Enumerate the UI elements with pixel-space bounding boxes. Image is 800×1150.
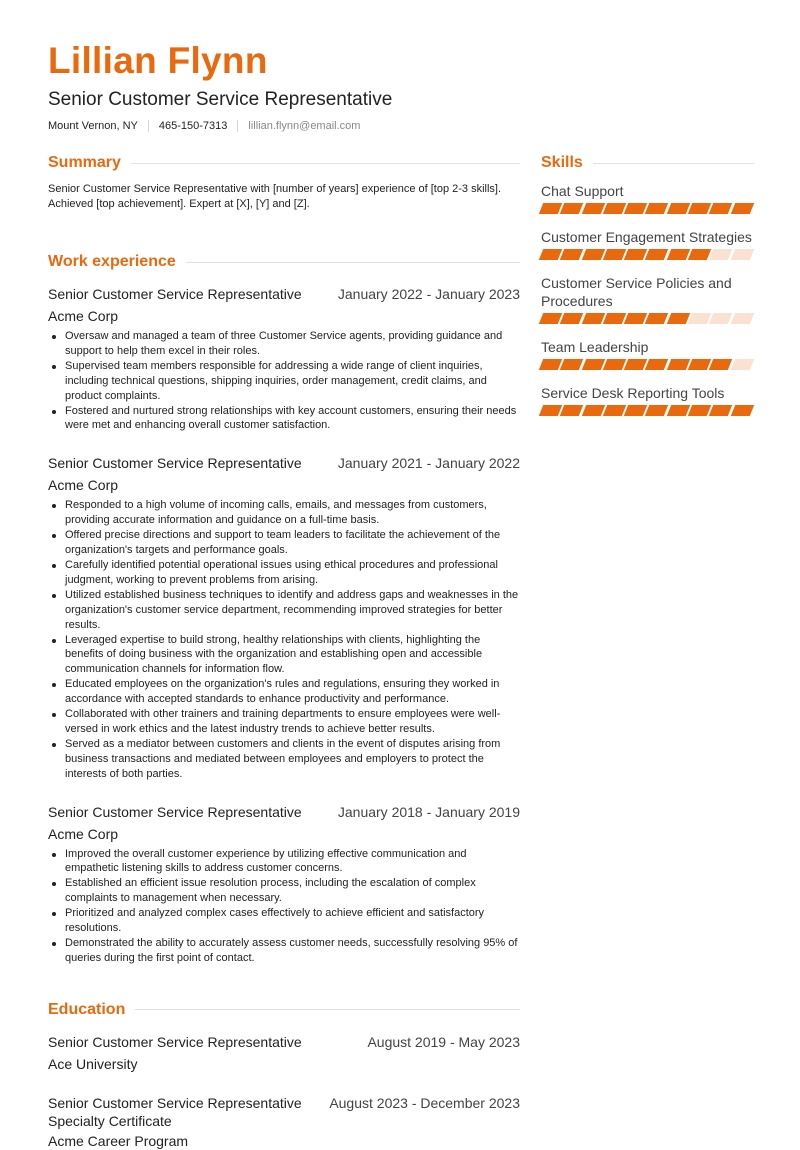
skill-segment-filled (624, 249, 647, 260)
job-entry (48, 285, 520, 433)
skill-level-bar (541, 313, 754, 324)
skill-segment-filled (667, 405, 690, 416)
bullet-item: Prioritized and analyzed complex cases effectively to achieve efficient and satisfactory resolutions. (48, 906, 520, 936)
skill-segment-filled (624, 405, 647, 416)
skill-segment-filled (624, 313, 647, 324)
bullet-item: Responded to a high volume of incoming calls, emails, and messages from customers, providing accurate information and guidance on a full-time basis. (48, 498, 520, 528)
skill-item (541, 228, 754, 260)
bullet-item: Offered precise directions and support to team leaders to facilitate the achievement of the organization's targets and performance goals. (48, 528, 520, 558)
summary-heading-row (48, 150, 520, 176)
bullet-item: Oversaw and managed a team of three Customer Service agents, providing guidance and support to help them excel in their roles. (48, 329, 520, 359)
skill-segment-empty (730, 249, 753, 260)
job-header (48, 285, 520, 303)
main-column (48, 150, 520, 1150)
skill-segment-filled (560, 359, 583, 370)
skill-segment-filled (581, 405, 604, 416)
contact-location: Mount Vernon, NY (48, 120, 138, 132)
bullet-item: Collaborated with other trainers and training departments to ensure employees were well-versed in work ethics and the latest industry trends to achieve better results. (48, 707, 520, 737)
skill-segment-filled (581, 249, 604, 260)
skill-segment-filled (709, 405, 732, 416)
skill-segment-filled (624, 359, 647, 370)
skill-segment-empty (709, 313, 732, 324)
bullet-item: Improved the overall customer experience by utilizing effective communication and empathetic listening skills to address customer concerns. (48, 847, 520, 877)
skill-segment-empty (730, 359, 753, 370)
skill-segment-filled (709, 203, 732, 214)
section-rule (135, 1009, 520, 1010)
skill-segment-filled (645, 405, 668, 416)
skill-name: Customer Engagement Strategies (541, 229, 752, 245)
job-header (48, 454, 520, 472)
skill-name: Team Leadership (541, 339, 649, 355)
job-dates: January 2022 - January 2023 (337, 286, 520, 302)
skill-segment-filled (581, 203, 604, 214)
skill-segment-filled (645, 359, 668, 370)
contact-phone[interactable]: 465-150-7313 (158, 120, 228, 132)
skill-segment-filled (645, 203, 668, 214)
skill-item (541, 338, 754, 370)
education-title: Senior Customer Service Representative (48, 1033, 302, 1050)
job-bullets (48, 847, 520, 966)
job-title: Senior Customer Service Representative (48, 455, 302, 472)
job-title: Senior Customer Service Representative (48, 286, 302, 302)
skill-segment-filled (560, 405, 583, 416)
education-school: Ace University (48, 1055, 138, 1072)
skill-segment-filled (539, 359, 562, 370)
skill-segment-filled (603, 313, 626, 324)
education-dates: August 2023 - December 2023 (329, 1094, 520, 1111)
skill-segment-filled (603, 405, 626, 416)
job-bullets (48, 498, 520, 781)
skill-item (541, 384, 754, 416)
summary-text: Senior Customer Service Representative with [number of years] experience of [top 2-3 skills]. Achieved [top achievement]. Expert at [X], [Y] and [Z]. (48, 183, 502, 210)
skill-level-bar (541, 359, 754, 370)
skill-segment-filled (667, 203, 690, 214)
job-title: Senior Customer Service Representative (48, 803, 302, 820)
skill-segment-filled (581, 359, 604, 370)
section-rule (186, 262, 520, 263)
skill-level-bar (541, 405, 754, 416)
education-entry (48, 1094, 520, 1150)
job-header (48, 803, 520, 821)
skill-segment-filled (560, 249, 583, 260)
skill-segment-filled (560, 313, 583, 324)
candidate-title: Senior Customer Service Representative (48, 89, 393, 110)
bullet-item: Supervised team members responsible for addressing a wide range of client inquiries, including technical questions, shipping inquiries, order management, credit claims, and product complaints. (48, 359, 520, 404)
skill-item (541, 182, 754, 214)
skill-segment-filled (539, 203, 562, 214)
job-company: Acme Corp (48, 308, 119, 324)
summary-heading: Summary (48, 154, 121, 171)
skill-segment-filled (688, 405, 711, 416)
skill-level-bar (541, 249, 754, 260)
skill-segment-filled (709, 359, 732, 370)
bullet-item: Utilized established business techniques to identify and address gaps and weaknesses in the organization's customer service department, recommending improved strategies for better results. (48, 588, 520, 633)
skill-segment-filled (688, 249, 711, 260)
skills-column (541, 150, 754, 430)
skill-segment-filled (667, 359, 690, 370)
skill-segment-filled (624, 203, 647, 214)
skill-name: Customer Service Policies and Procedures (541, 275, 732, 309)
skill-segment-filled (688, 203, 711, 214)
section-rule (593, 163, 754, 164)
bullet-item: Carefully identified potential operational issues using ethical procedures and professional judgment, working to prevent problems from arising. (48, 558, 520, 588)
education-dates: August 2019 - May 2023 (367, 1033, 520, 1050)
bullet-item: Demonstrated the ability to accurately assess customer needs, successfully resolving 95% of queries during the first point of contact. (48, 936, 520, 966)
education-heading-row (48, 997, 520, 1023)
contact-bar (48, 120, 360, 132)
job-entry (48, 803, 520, 966)
work-heading-row (48, 249, 520, 275)
skills-list (541, 182, 754, 416)
section-rule (131, 163, 520, 164)
contact-divider (148, 120, 149, 132)
skill-segment-filled (645, 313, 668, 324)
skill-segment-filled (730, 203, 753, 214)
skill-segment-filled (603, 359, 626, 370)
skill-segment-filled (603, 249, 626, 260)
skill-segment-empty (730, 313, 753, 324)
job-company: Acme Corp (48, 825, 119, 842)
skill-segment-filled (581, 313, 604, 324)
bullet-item: Leveraged expertise to build strong, healthy relationships with clients, highlighting the benefits of doing business with the organization and establishing open and accessible communication channels for information flow. (48, 633, 520, 678)
contact-email[interactable]: lillian.flynn@email.com (248, 120, 361, 132)
bullet-item: Established an efficient issue resolution process, including the escalation of complex complaints to management when necessary. (48, 876, 520, 906)
education-entry (48, 1033, 520, 1073)
skill-segment-filled (539, 405, 562, 416)
skill-name: Service Desk Reporting Tools (541, 385, 725, 401)
education-school: Acme Career Program (48, 1132, 189, 1149)
bullet-item: Fostered and nurtured strong relationships with key account customers, ensuring their needs were met and enhancing overall customer satisfaction. (48, 404, 520, 434)
skill-segment-empty (709, 249, 732, 260)
bullet-item: Served as a mediator between customers and clients in the event of disputes arising from business transactions and mediated between employees and employers to protect the interests of both parties. (48, 737, 520, 782)
skill-segment-filled (667, 249, 690, 260)
skill-segment-filled (688, 359, 711, 370)
skill-name: Chat Support (541, 183, 624, 199)
skill-item (541, 274, 754, 324)
education-header (48, 1033, 520, 1051)
job-dates: January 2021 - January 2022 (337, 455, 520, 472)
skill-segment-filled (560, 203, 583, 214)
skill-segment-filled (603, 203, 626, 214)
skill-segment-filled (539, 313, 562, 324)
job-dates: January 2018 - January 2019 (337, 803, 520, 820)
skill-segment-filled (730, 405, 753, 416)
skill-segment-filled (539, 249, 562, 260)
job-company: Acme Corp (48, 477, 119, 494)
contact-divider (237, 120, 238, 132)
education-title: Senior Customer Service Representative Specialty Certificate (48, 1094, 302, 1129)
skill-segment-filled (667, 313, 690, 324)
skill-level-bar (541, 203, 754, 214)
education-header (48, 1094, 520, 1130)
skill-segment-empty (688, 313, 711, 324)
bullet-item: Educated employees on the organization's rules and regulations, ensuring they worked in accordance with accepted standards to enhance productivity and performance. (48, 677, 520, 707)
skills-heading: Skills (541, 154, 583, 171)
education-heading: Education (48, 1000, 126, 1018)
candidate-name: Lillian Flynn (48, 40, 268, 81)
skills-heading-row (541, 150, 754, 176)
job-entry (48, 454, 520, 781)
work-heading: Work experience (48, 253, 176, 270)
job-bullets (48, 329, 520, 433)
skill-segment-filled (645, 249, 668, 260)
